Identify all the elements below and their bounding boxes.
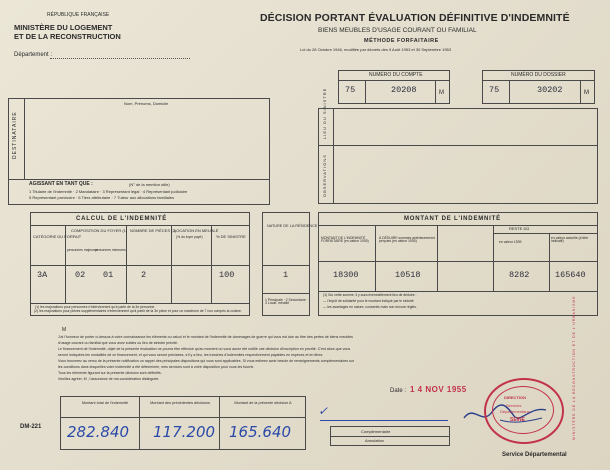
ink-strike [320, 420, 448, 421]
account-number-box [338, 70, 450, 104]
col-categorie: CATÉGORIE DU FORFAIT [33, 234, 82, 239]
letter-line-4: seront indiquées les modalités de ce financement, et qui vous seront précisées, s'il y a lieu, les tranches d'indemnités respectivement payables en espèces et en titres. [58, 353, 324, 357]
stamp-line2: Services [506, 403, 522, 408]
dossier-number-label: NUMÉRO DU DOSSIER [511, 72, 566, 78]
letter-line-6: les conditions dans lesquelles votre indemnité a été déterminée, mes services sont à votre disposition pour vous les fournir. [58, 365, 255, 369]
document-title: DÉCISION PORTANT ÉVALUATION DÉFINITIVE D'INDEMNITÉ [260, 12, 570, 24]
footer-col-presente: Montant de la présente décision A [234, 401, 292, 405]
stamp-line3: Départementaux [500, 409, 530, 414]
lieu-label: LIEU DU SINISTRE [322, 87, 327, 139]
account-number-label: NUMÉRO DU COMPTE [369, 72, 423, 78]
document-subtitle: BIENS MEUBLES D'USAGE COURANT OU FAMILIAL [318, 27, 477, 34]
stamp-ring-text: MINISTÈRE DE LA RECONSTRUCTION ET DE L'URBANISME [572, 295, 576, 440]
col-taux: % DE SINISTRE [216, 234, 246, 239]
official-stamp [484, 378, 564, 444]
destinataire-side-label: DESTINATAIRE [12, 111, 18, 159]
calcul-title: CALCUL DE L'INDEMNITÉ [76, 216, 168, 222]
law-reference: Loi du 28 Octobre 1946, modifiée par décrets des 9 Août 1953 et 30 Septembre 1953 [300, 47, 451, 52]
col-nature: NATURE DE LA RÉSIDENCE [267, 224, 318, 228]
account-suffix: M [439, 90, 444, 96]
montant-note2: — l'impôt de solidarité pour le montant indiqué par le sinistré [323, 299, 414, 303]
calcul-box [30, 212, 250, 316]
footer-amounts-box [60, 396, 306, 450]
republic-label: RÉPUBLIQUE FRANÇAISE [47, 12, 110, 18]
montant-box [318, 212, 598, 316]
value-actuelle: 165640 [555, 270, 586, 280]
reste-du-label: RESTE DÛ [509, 226, 530, 231]
value-taux: 100 [219, 270, 235, 280]
service-departemental: Service Départemental [502, 452, 567, 458]
calcul-note1: (1) les majorations pour personnes n'interviennent qu'à partir de la 3e personne. [35, 305, 156, 309]
stamp-center: DIRECTION [504, 395, 526, 400]
agissant-label: AGISSANT EN TANT QUE : [29, 181, 93, 187]
observations-label: OBSERVATIONS [322, 154, 327, 197]
nature-box [262, 212, 318, 316]
date-label: Date : [390, 388, 407, 394]
letter-line-5: Vous trouverez au verso de la présente notification un rappel des principales dispositions qui vous sont applicables. Si vous estimez avoir besoin de renseignements complémentaires sur [58, 359, 355, 363]
value-pieces: 2 [141, 270, 147, 280]
roles-line1: 1 Titulaire de l'indemnité · 2 Mandataire · 3 Représentant légal · 4 Représentant judiciaire [29, 189, 188, 194]
col-personnes-mineures: personnes mineures [95, 248, 126, 252]
ink-mark: ✓ [318, 404, 329, 418]
letter-line-2: d'usage courant ou familial que vous avez subies ou lieu de sinistre précité. [58, 341, 178, 345]
value-mineures: 01 [103, 270, 114, 280]
account-number-value: 20208 [391, 85, 417, 95]
departement-label: Département : [14, 52, 53, 58]
footer-col-total: Montant total de l'indemnité [81, 401, 129, 405]
value-majeures: 02 [75, 270, 86, 280]
mention-label: (N° de la mention utile) [129, 182, 170, 187]
account-dept: 75 [345, 85, 356, 95]
form-reference: DM-221 [20, 424, 42, 430]
departement-line [50, 58, 190, 59]
dossier-suffix: M [584, 90, 589, 96]
stamp-line4: SEINE [510, 417, 526, 423]
footer-col-precedentes: Montant des précédentes décisions [150, 401, 210, 405]
status-box [330, 426, 450, 446]
col-personnes-majeures: personnes majeures [67, 248, 98, 252]
annulation-label: Annulation [365, 438, 384, 443]
letter-salutation: M [62, 327, 67, 333]
value-nature: 1 [283, 270, 289, 280]
col-actuelle: en valeur actuelle (à titre indicatif) [551, 236, 589, 244]
destinataire-field-label: Nom, Prénoms, Domicile [124, 101, 169, 106]
letter-line-1: J'ai l'honneur de porter ci-dessus à votre connaissance les éléments ou calcul et le montant de l'indemnité de dommages de guerre qui vous est due au titre des pertes de biens meubles [58, 335, 353, 339]
ministry-line1: MINISTÈRE DU LOGEMENT [14, 23, 113, 32]
dossier-number-value: 30202 [537, 85, 563, 95]
col-forfait: MONTANT DE L'INDEMNITÉ FORFAITAIRE (en valeur 1939) [321, 236, 369, 244]
footer-total-value: 282.840 [67, 423, 130, 441]
value-deduire: 10518 [395, 270, 421, 280]
footer-precedentes-value: 117.200 [153, 423, 216, 441]
letter-line-7: Tous les éléments figurant sur la présente décision sont définitifs. [58, 371, 162, 375]
complementaire-label: Complémentaire [361, 429, 391, 434]
montant-title: MONTANT DE L'INDEMNITÉ [404, 216, 501, 222]
montant-note3: — les avantages en nature, consentis mais non encore réglés. [323, 305, 417, 309]
col-1939: en valeur 1939 [499, 240, 522, 244]
calcul-note2: (2) les majorations pour pièces supplémentaires n'interviennent qu'à partir de la 3e pièce et pour un maximum de 7 non compris la cuisine. [34, 309, 242, 313]
value-1939: 8282 [509, 270, 530, 280]
method-label: MÉTHODE FORFAITAIRE [364, 38, 439, 44]
nature-notes: 1 Principale · 2 Secondaire · 3 Locat. meublé [265, 298, 308, 306]
col-composition: COMPOSITION DU FOYER (1) [71, 228, 128, 233]
letter-line-3: Le financement de l'indemnité, objet de la présente évaluation ne pourra être effectué qu'au moment où vous aurez été notifié une décision d'inscription en priorité. C'est alors que vous [58, 347, 351, 351]
value-forfait: 18300 [333, 270, 359, 280]
col-location: LOCATION EN MEUBLÉ [174, 228, 219, 233]
destinataire-box [8, 98, 270, 205]
col-deduire: À DÉDUIRE sommes antérieurement perçues (en valeur 1939) [379, 236, 435, 244]
col-location-sub: (% du loyer payé) [176, 235, 203, 239]
montant-note1: (1) Sur cette somme, il y aura éventuellement lieu de déduire : [323, 293, 417, 297]
value-categorie: 3A [37, 270, 48, 280]
footer-presente-value: 165.640 [229, 423, 292, 441]
roles-line2: 5 Représentant provisoire · 6 Tiers attributaire · 7 Tuteur aux allocations familiales [29, 195, 174, 200]
dossier-number-box [482, 70, 595, 104]
dossier-dept: 75 [489, 85, 500, 95]
date-stamp-value: 1 4 NOV 1955 [410, 385, 467, 394]
col-nombre-pieces: NOMBRE DE PIÈCES (2) [130, 228, 177, 233]
ministry-line2: ET DE LA RECONSTRUCTION [14, 32, 121, 41]
letter-line-8: Veuillez agréer, M , l'assurance de ma considération distinguée. [58, 377, 160, 381]
